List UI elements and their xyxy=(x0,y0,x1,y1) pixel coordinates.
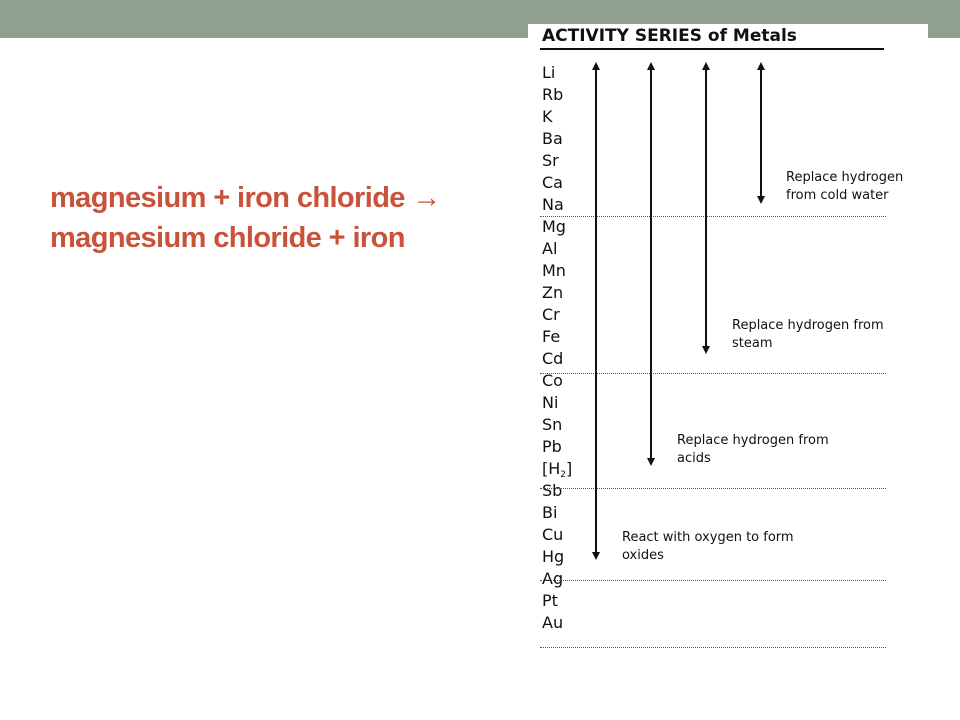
metal-item: Ba xyxy=(542,129,563,148)
metal-item: Na xyxy=(542,195,564,214)
note-oxides xyxy=(622,529,794,565)
metal-item: Cd xyxy=(542,349,564,368)
note-acids xyxy=(677,432,829,468)
metal-item: Pb xyxy=(542,437,562,456)
metal-item: Au xyxy=(542,613,564,632)
activity-series-panel xyxy=(528,24,928,654)
note-line: Replace hydrogen xyxy=(786,170,904,185)
note-steam xyxy=(732,317,884,353)
metal-item: Li xyxy=(542,63,556,82)
note-line: from cold water xyxy=(786,188,889,203)
note-line: oxides xyxy=(622,548,664,563)
note-line: React with oxygen to form xyxy=(622,530,794,545)
metal-item: Cu xyxy=(542,525,564,544)
metal-item: Cr xyxy=(542,305,560,324)
metal-item: Sr xyxy=(542,151,559,170)
equation-line-2: magnesium chloride + iron xyxy=(50,222,405,254)
note-line: steam xyxy=(732,336,773,351)
reaction-equation xyxy=(50,178,441,258)
metal-item: Sn xyxy=(542,415,563,434)
metal-item: Rb xyxy=(542,85,564,104)
metal-item: Fe xyxy=(542,327,561,346)
note-line: Replace hydrogen from xyxy=(677,433,829,448)
metal-item: Mg xyxy=(542,217,566,236)
metal-item: Ag xyxy=(542,569,564,588)
note-line: Replace hydrogen from xyxy=(732,318,884,333)
metal-item: Co xyxy=(542,371,563,390)
metal-item: K xyxy=(542,107,553,126)
metal-item: Zn xyxy=(542,283,564,302)
metal-item: Bi xyxy=(542,503,558,522)
note-line: acids xyxy=(677,451,711,466)
equation-line-1: magnesium + iron chloride → xyxy=(50,182,441,214)
metal-item: Hg xyxy=(542,547,565,566)
metal-item: Pt xyxy=(542,591,558,610)
metal-item: Ca xyxy=(542,173,563,192)
metal-item: Mn xyxy=(542,261,566,280)
note-cold-water xyxy=(786,169,903,205)
metal-item: Al xyxy=(542,239,558,258)
metal-item: Ni xyxy=(542,393,559,412)
metal-item: $[H_2]$ xyxy=(542,459,573,480)
metal-item: Sb xyxy=(542,481,563,500)
activity-series-title: ACTIVITY SERIES of Metals xyxy=(542,26,797,46)
